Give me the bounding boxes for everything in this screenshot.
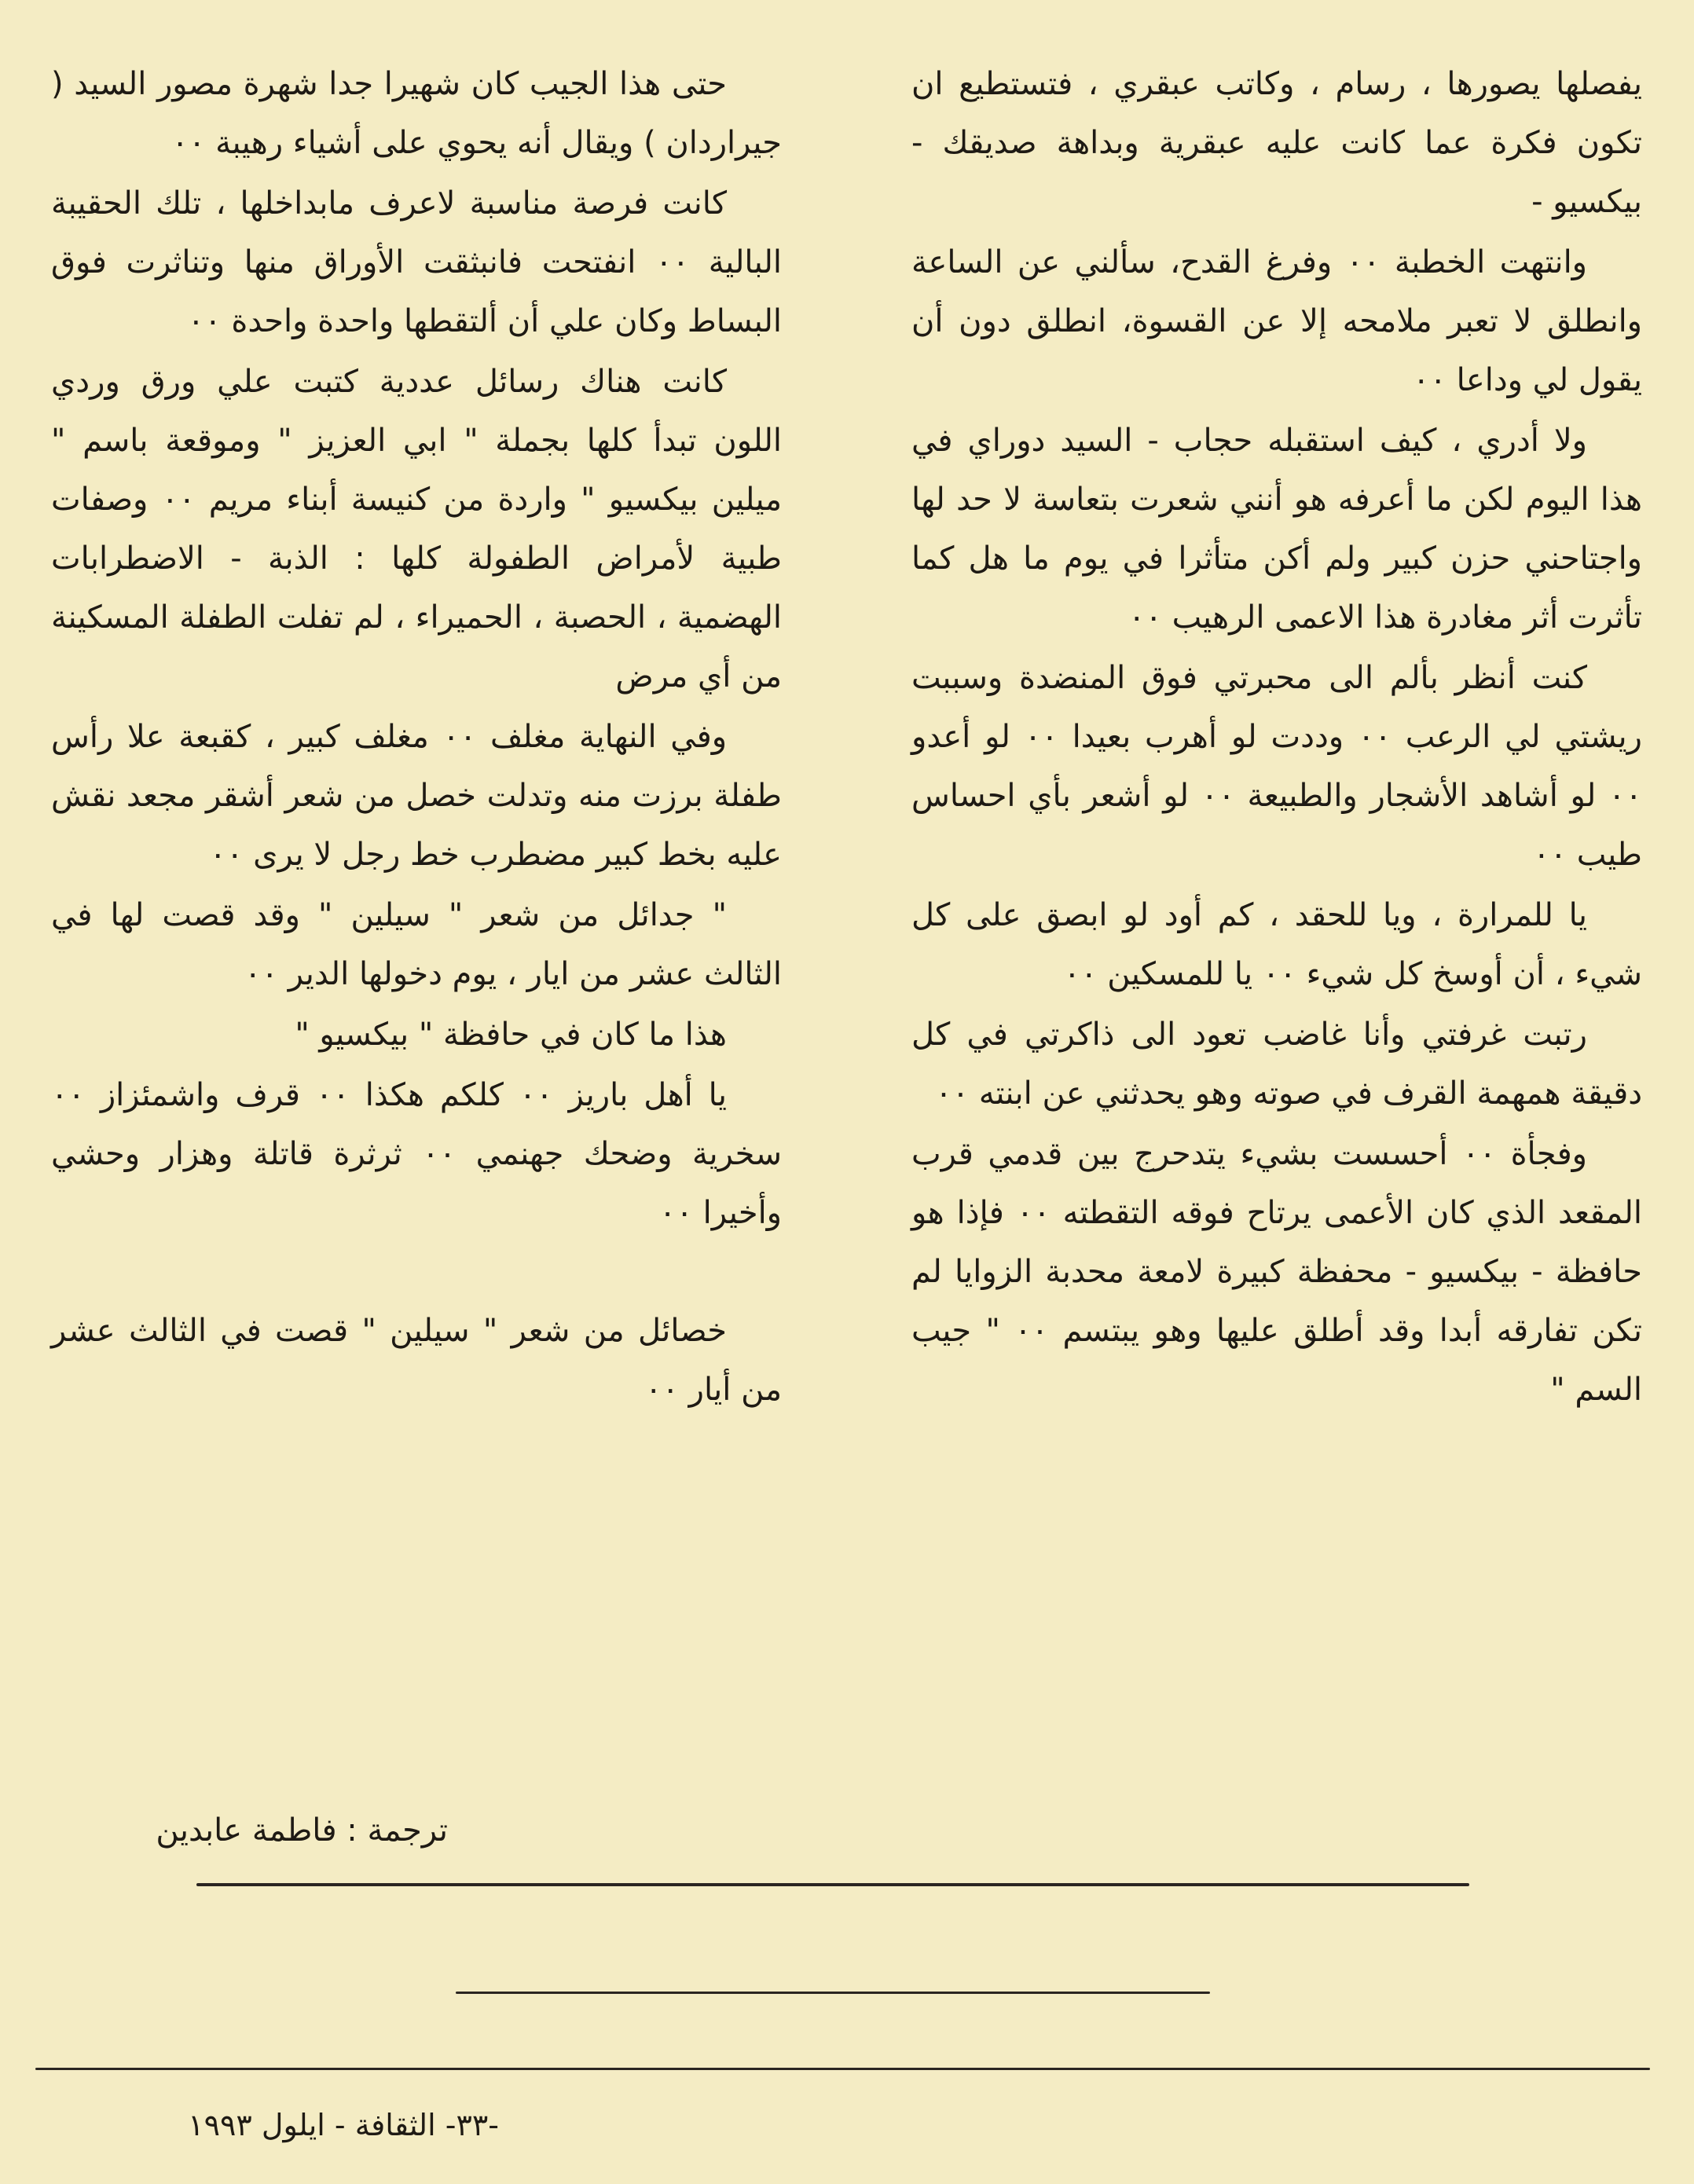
paragraph: خصائل من شعر " سيلين " قصت في الثالث عشر من أيار ٠٠ bbox=[51, 1313, 782, 1408]
paragraph: كانت هناك رسائل عددية كتبت علي ورق وردي اللون تبدأ كلها بجملة " ابي العزيز " وموقعة باسم " ميلين بيكسيو " واردة من كنيسة أبناء مريم ٠٠ وصفات طبية لأمراض الطفولة كلها : الذبة - الاضطرابات الهضمية ، الحصبة ، الحميراء ، لم تفلت الطفلة المسكينة من أي مرض bbox=[51, 364, 782, 694]
divider-line bbox=[456, 1992, 1210, 1994]
paragraph: كنت أنظر بألم الى محبرتي فوق المنضدة وسببت ريشتي لي الرعب ٠٠ وددت لو أهرب بعيدا ٠٠ لو أعدو ٠٠ لو أشاهد الأشجار والطبيعة ٠٠ لو أشعر بأي احساس طيب ٠٠ bbox=[911, 660, 1642, 873]
page-footer: -٣٣- الثقافة - ايلول ١٩٩٣ bbox=[188, 2108, 499, 2142]
paragraph: " جدائل من شعر " سيلين " وقد قصت لها في الثالث عشر من ايار ، يوم دخولها الدير ٠٠ bbox=[51, 897, 782, 992]
divider-line bbox=[196, 1883, 1469, 1886]
paragraph: وفي النهاية مغلف ٠٠ مغلف كبير ، كقبعة علا رأس طفلة برزت منه وتدلت خصل من شعر أشقر مجعد نقش عليه بخط كبير مضطرب خط رجل لا يرى ٠٠ bbox=[51, 719, 782, 873]
left-text-column bbox=[51, 55, 782, 1421]
right-text-column bbox=[911, 55, 1642, 1421]
paragraph: حتى هذا الجيب كان شهيرا جدا شهرة مصور السيد ( جيراردان ) ويقال أنه يحوي على أشياء رهيبة ٠٠ bbox=[51, 66, 782, 161]
paragraph: يفصلها يصورها ، رسام ، وكاتب عبقري ، فتستطيع ان تكون فكرة عما كانت عليه عبقرية وبداهة صديقك - بيكسيو - bbox=[911, 66, 1642, 220]
paragraph: ولا أدري ، كيف استقبله حجاب - السيد دوراي في هذا اليوم لكن ما أعرفه هو أنني شعرت بتعاسة لا حد لها واجتاحني حزن كبير ولم أكن متأثرا في يوم ما هل كما تأثرت أثر مغادرة هذا الاعمى الرهيب ٠٠ bbox=[911, 423, 1642, 636]
paragraph: يا للمرارة ، ويا للحقد ، كم أود لو ابصق على كل شيء ، أن أوسخ كل شيء ٠٠ يا للمسكين ٠٠ bbox=[911, 897, 1642, 992]
translator-credit: ترجمة : فاطمة عابدين bbox=[156, 1812, 448, 1849]
paragraph: وانتهت الخطبة ٠٠ وفرغ القدح، سألني عن الساعة وانطلق لا تعبر ملامحه إلا عن القسوة، انطلق دون أن يقول لي وداعا ٠٠ bbox=[911, 244, 1642, 398]
paragraph: يا أهل باريز ٠٠ كلكم هكذا ٠٠ قرف واشمئزاز ٠٠ سخرية وضحك جهنمي ٠٠ ثرثرة قاتلة وهزار وحشي وأخيرا ٠٠ bbox=[51, 1077, 783, 1231]
paragraph: رتبت غرفتي وأنا غاضب تعود الى ذاكرتي في كل دقيقة همهمة القرف في صوته وهو يحدثني عن ابنته ٠٠ bbox=[911, 1017, 1642, 1112]
paragraph: كانت فرصة مناسبة لاعرف مابداخلها ، تلك الحقيبة البالية ٠٠ انفتحت فانبثقت الأوراق منها وتناثرت فوق البساط وكان علي أن ألتقطها واحدة واحدة ٠٠ bbox=[51, 185, 782, 339]
paragraph: وفجأة ٠٠ أحسست بشيء يتدحرج بين قدمي قرب المقعد الذي كان الأعمى يرتاح فوقه التقطته ٠٠ فإذا هو حافظة - بيكسيو - محفظة كبيرة لامعة محدبة الزوايا لم تكن تفارقه أبدا وقد أطلق عليها وهو يبتسم ٠٠ " جيب السم " bbox=[911, 1136, 1642, 1408]
paragraph: هذا ما كان في حافظة " بيكسيو " bbox=[295, 1017, 727, 1053]
footer-rule bbox=[35, 2068, 1650, 2070]
